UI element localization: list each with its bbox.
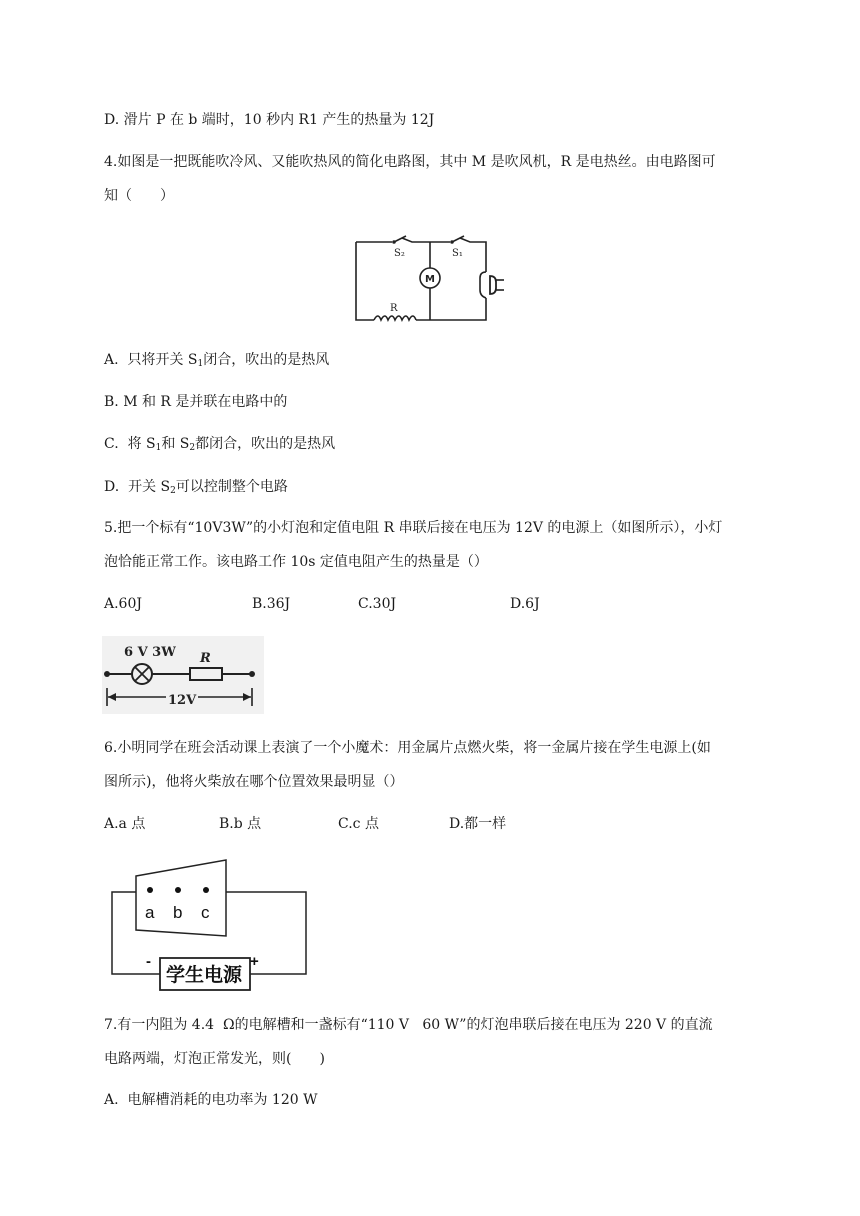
q6-stem-line-2: 图所示)，他将火柴放在哪个位置效果最明显（） <box>104 774 404 790</box>
q5-option-b: B.36J <box>252 596 291 612</box>
q5-option-c: C.30J <box>358 596 397 612</box>
q6-stem-line-1: 6.小明同学在班会活动课上表演了一个小魔术：用金属片点燃火柴，将一金属片接在学生电源上(如 <box>104 740 711 756</box>
q4-label-resistor: R <box>390 303 398 314</box>
q6-circuit-diagram <box>108 856 312 992</box>
q4-label-motor: M <box>425 274 435 285</box>
q5-option-d: D.6J <box>510 596 540 612</box>
q4-circuit-diagram <box>350 232 520 327</box>
q5-resistor-label: R <box>200 651 211 666</box>
q6-option-d: D.都一样 <box>449 816 507 832</box>
q7-option-a: A. 电解槽消耗的电功率为 120 W <box>104 1092 318 1108</box>
q7-stem-line-2: 电路两端，灯泡正常发光，则( ) <box>104 1051 325 1067</box>
q5-stem-line-1: 5.把一个标有“10V3W”的小灯泡和定值电阻 R 串联后接在电压为 12V 的电源上（如图所示），小灯 <box>104 520 723 536</box>
q3-option-d: D. 滑片 P 在 b 端时，10 秒内 R1 产生的热量为 12J <box>104 112 435 128</box>
q5-lamp-label: 6 V 3W <box>124 645 176 660</box>
q6-plus-label: + <box>250 953 259 970</box>
q4-option-d: D. 开关 $S_2$可以控制整个电路 <box>104 479 288 496</box>
q4-label-s1: S₁ <box>452 248 463 259</box>
q4-label-s2: S₂ <box>394 248 405 259</box>
q4-option-b: B. M 和 R 是并联在电路中的 <box>104 394 288 410</box>
q5-stem-line-2: 泡恰能正常工作。该电路工作 10s 定值电阻产生的热量是（） <box>104 554 488 570</box>
q6-option-c: C.c 点 <box>338 816 379 832</box>
q5-voltage-label: 12V <box>168 693 197 708</box>
q5-circuit-diagram <box>102 636 264 714</box>
q6-label-b: b <box>173 903 183 922</box>
q4-option-a: A. 只将开关 $S_1$闭合，吹出的是热风 <box>104 352 330 369</box>
q6-option-b: B.b 点 <box>219 816 262 832</box>
q6-label-c: c <box>201 903 210 922</box>
q6-option-a: A.a 点 <box>104 816 146 832</box>
q5-option-a: A.60J <box>104 596 142 612</box>
q7-stem-line-1: 7.有一内阻为 4.4 Ω的电解槽和一盏标有“110 V 60 W”的灯泡串联后接在电压为 220 V 的直流 <box>104 1017 713 1033</box>
q4-option-c: C. 将 $S_1$和 $S_2$都闭合，吹出的是热风 <box>104 436 336 453</box>
q6-source-label: 学生电源 <box>166 964 243 986</box>
q6-minus-label: - <box>146 953 151 970</box>
q4-stem-line-2: 知（ ） <box>104 188 174 204</box>
q6-label-a: a <box>145 903 155 922</box>
q4-stem-line-1: 4.如图是一把既能吹冷风、又能吹热风的简化电路图，其中 M 是吹风机，R 是电热丝。由电路图可 <box>104 154 716 170</box>
